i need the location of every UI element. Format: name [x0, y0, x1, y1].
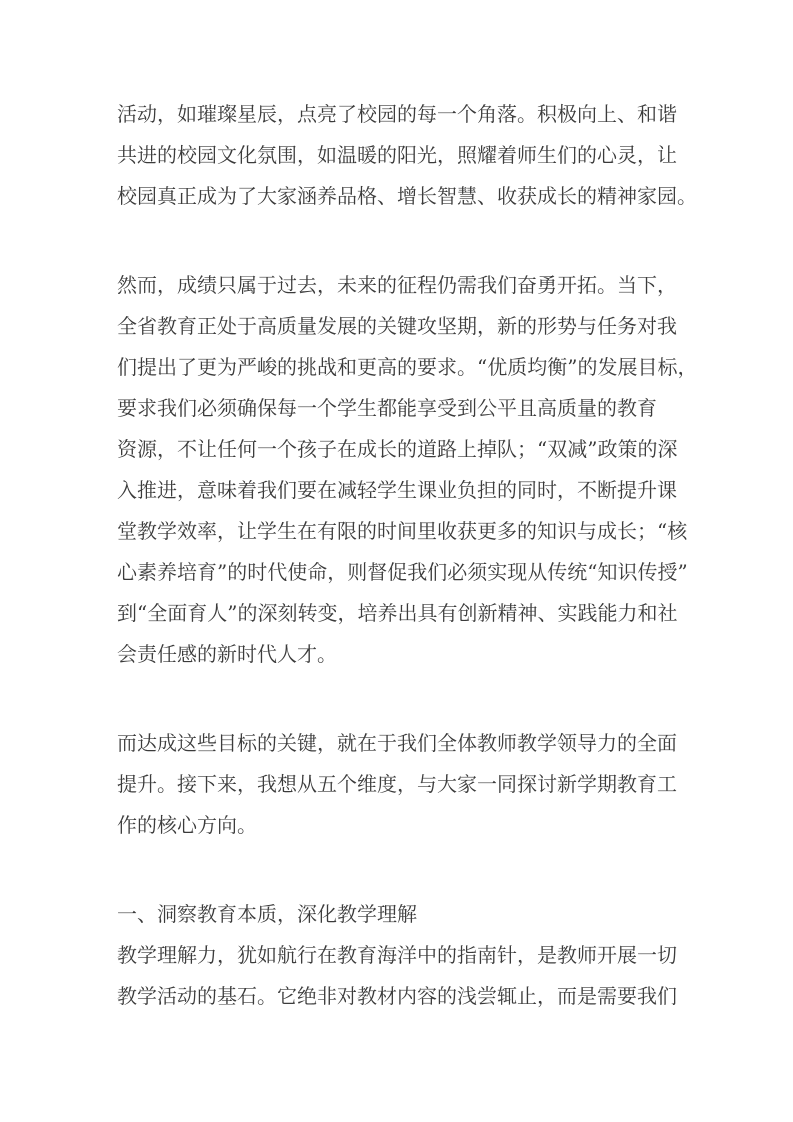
paragraph	[117, 265, 698, 675]
text-line: 堂教学效率，让学生在有限的时间里收获更多的知识与成长；“核	[117, 519, 688, 543]
text-line: 到“全面育人”的深刻转变，培养出具有创新精神、实践能力和社	[117, 601, 678, 625]
text-line: 然而，成绩只属于过去，未来的征程仍需我们奋勇开拓。当下，	[117, 273, 677, 297]
paragraph	[117, 723, 677, 846]
text-line: 提升。接下来，我想从五个维度，与大家一同探讨新学期教育工	[117, 772, 677, 796]
text-line: 全省教育正处于高质量发展的关键攻坚期，新的形势与任务对我	[117, 314, 677, 338]
text-line: 教学活动的基石。它绝非对教材内容的浅尝辄止，而是需要我们	[117, 984, 677, 1008]
text-line: 一、洞察教育本质，深化教学理解	[117, 902, 417, 926]
text-line: 资源，不让任何一个孩子在成长的道路上掉队；“双减”政策的深	[117, 437, 678, 461]
text-line: 作的核心方向。	[117, 813, 257, 837]
paragraph	[117, 935, 677, 1017]
section-heading	[117, 894, 677, 935]
text-line: 要求我们必须确保每一个学生都能享受到公平且高质量的教育	[117, 396, 657, 420]
text-line: 们提出了更为严峻的挑战和更高的要求。“优质均衡”的发展目标，	[117, 355, 698, 379]
text-line: 共进的校园文化氛围，如温暖的阳光，照耀着师生们的心灵，让	[117, 143, 677, 167]
paragraph	[117, 94, 697, 217]
text-line: 入推进，意味着我们要在减轻学生课业负担的同时，不断提升课	[117, 478, 677, 502]
text-line: 校园真正成为了大家涵养品格、增长智慧、收获成长的精神家园。	[117, 184, 697, 208]
text-line: 会责任感的新时代人才。	[117, 642, 337, 666]
text-line: 活动，如璀璨星辰，点亮了校园的每一个角落。积极向上、和谐	[117, 102, 677, 126]
text-line: 而达成这些目标的关键，就在于我们全体教师教学领导力的全面	[117, 731, 677, 755]
document-body	[117, 94, 698, 1065]
text-line: 教学理解力，犹如航行在教育海洋中的指南针，是教师开展一切	[117, 943, 677, 967]
text-line: 心素养培育”的时代使命，则督促我们必须实现从传统“知识传授”	[117, 560, 688, 584]
